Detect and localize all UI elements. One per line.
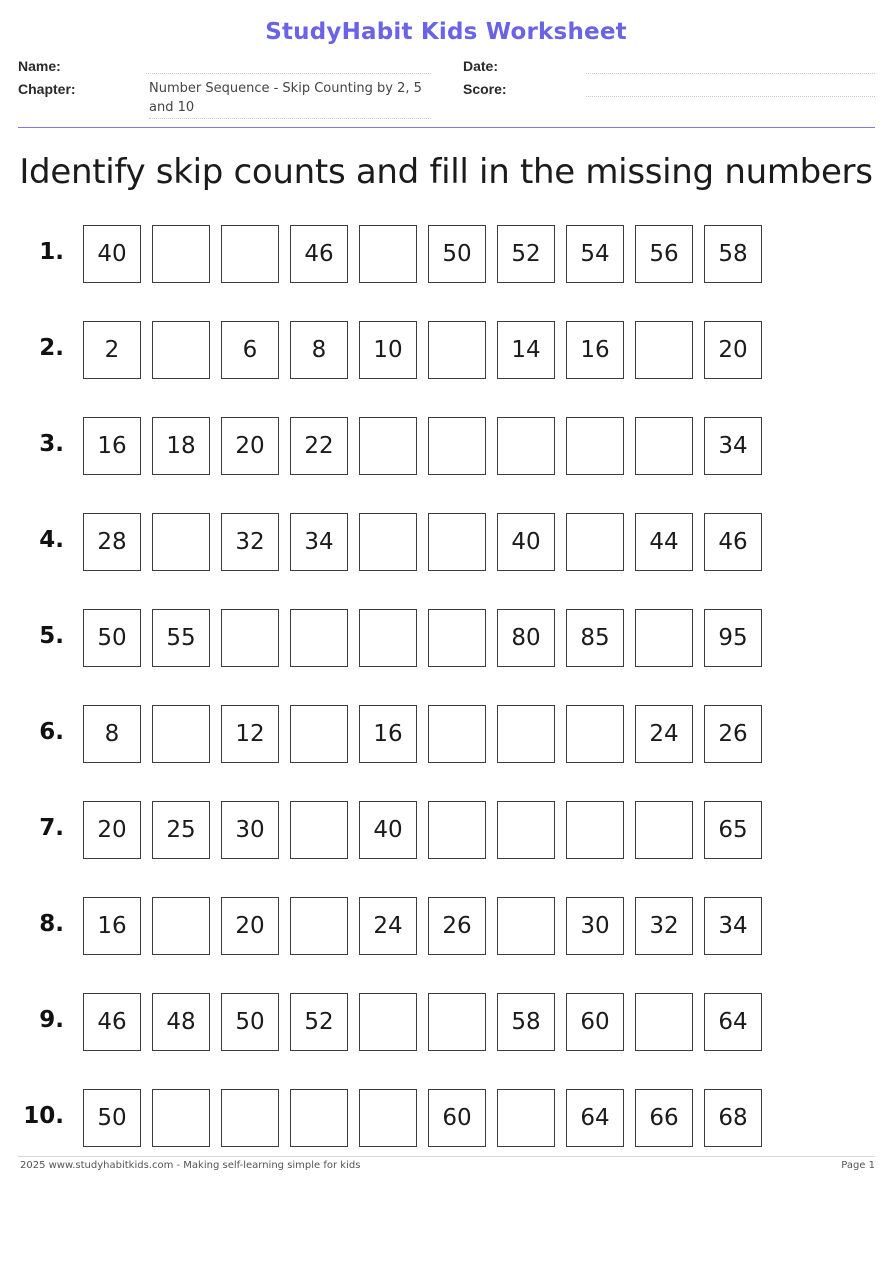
question-number: 8. <box>39 911 64 937</box>
question-number: 2. <box>39 335 64 361</box>
question-number: 9. <box>39 1007 64 1033</box>
given-number-box: 26 <box>704 705 762 763</box>
question-row <box>0 321 892 381</box>
question-number: 4. <box>39 527 64 553</box>
worksheet-brand-title: StudyHabit Kids Worksheet <box>265 19 627 45</box>
answer-box[interactable] <box>497 1089 555 1147</box>
answer-box[interactable] <box>566 705 624 763</box>
given-number-box: 14 <box>497 321 555 379</box>
answer-box[interactable] <box>635 321 693 379</box>
answer-box[interactable] <box>428 321 486 379</box>
date-label: Date: <box>463 58 499 74</box>
given-number-box: 16 <box>359 705 417 763</box>
question-row <box>0 1089 892 1149</box>
question-row <box>0 609 892 669</box>
answer-box[interactable] <box>152 513 210 571</box>
given-number-box: 40 <box>359 801 417 859</box>
given-number-box: 60 <box>428 1089 486 1147</box>
name-line[interactable] <box>146 73 431 74</box>
question-row <box>0 225 892 285</box>
given-number-box: 6 <box>221 321 279 379</box>
question-number: 10. <box>23 1103 64 1129</box>
given-number-box: 44 <box>635 513 693 571</box>
answer-box[interactable] <box>152 1089 210 1147</box>
answer-box[interactable] <box>428 609 486 667</box>
question-row <box>0 417 892 477</box>
given-number-box: 40 <box>83 225 141 283</box>
given-number-box: 10 <box>359 321 417 379</box>
given-number-box: 58 <box>497 993 555 1051</box>
answer-box[interactable] <box>428 513 486 571</box>
chapter-label: Chapter: <box>18 81 76 97</box>
given-number-box: 34 <box>704 417 762 475</box>
question-number: 7. <box>39 815 64 841</box>
given-number-box: 25 <box>152 801 210 859</box>
given-number-box: 28 <box>83 513 141 571</box>
given-number-box: 64 <box>704 993 762 1051</box>
answer-box[interactable] <box>497 801 555 859</box>
answer-box[interactable] <box>290 1089 348 1147</box>
given-number-box: 20 <box>83 801 141 859</box>
answer-box[interactable] <box>221 1089 279 1147</box>
given-number-box: 52 <box>497 225 555 283</box>
answer-box[interactable] <box>152 897 210 955</box>
answer-box[interactable] <box>635 609 693 667</box>
chapter-value: Number Sequence - Skip Counting by 2, 5 and 10 <box>149 79 431 119</box>
given-number-box: 34 <box>704 897 762 955</box>
given-number-box: 64 <box>566 1089 624 1147</box>
question-row <box>0 513 892 573</box>
given-number-box: 30 <box>221 801 279 859</box>
name-label: Name: <box>18 58 61 74</box>
given-number-box: 32 <box>221 513 279 571</box>
given-number-box: 50 <box>83 1089 141 1147</box>
given-number-box: 16 <box>83 417 141 475</box>
answer-box[interactable] <box>635 801 693 859</box>
given-number-box: 20 <box>704 321 762 379</box>
answer-box[interactable] <box>359 225 417 283</box>
given-number-box: 68 <box>704 1089 762 1147</box>
answer-box[interactable] <box>359 417 417 475</box>
answer-box[interactable] <box>290 609 348 667</box>
given-number-box: 48 <box>152 993 210 1051</box>
answer-box[interactable] <box>428 705 486 763</box>
given-number-box: 66 <box>635 1089 693 1147</box>
score-label: Score: <box>463 81 507 97</box>
page-number: Page 1 <box>841 1160 875 1171</box>
given-number-box: 32 <box>635 897 693 955</box>
given-number-box: 20 <box>221 417 279 475</box>
date-line[interactable] <box>586 73 875 74</box>
given-number-box: 95 <box>704 609 762 667</box>
given-number-box: 80 <box>497 609 555 667</box>
answer-box[interactable] <box>635 417 693 475</box>
answer-box[interactable] <box>566 417 624 475</box>
given-number-box: 50 <box>221 993 279 1051</box>
given-number-box: 40 <box>497 513 555 571</box>
given-number-box: 34 <box>290 513 348 571</box>
given-number-box: 20 <box>221 897 279 955</box>
answer-box[interactable] <box>221 609 279 667</box>
given-number-box: 46 <box>704 513 762 571</box>
answer-box[interactable] <box>566 801 624 859</box>
question-number: 5. <box>39 623 64 649</box>
footer-divider <box>18 1156 875 1157</box>
answer-box[interactable] <box>359 609 417 667</box>
answer-box[interactable] <box>635 993 693 1051</box>
given-number-box: 12 <box>221 705 279 763</box>
given-number-box: 46 <box>83 993 141 1051</box>
given-number-box: 50 <box>83 609 141 667</box>
question-number: 6. <box>39 719 64 745</box>
given-number-box: 2 <box>83 321 141 379</box>
question-row <box>0 705 892 765</box>
given-number-box: 16 <box>566 321 624 379</box>
given-number-box: 18 <box>152 417 210 475</box>
given-number-box: 24 <box>359 897 417 955</box>
answer-box[interactable] <box>152 225 210 283</box>
answer-box[interactable] <box>566 513 624 571</box>
answer-box[interactable] <box>221 225 279 283</box>
given-number-box: 55 <box>152 609 210 667</box>
given-number-box: 54 <box>566 225 624 283</box>
question-row <box>0 993 892 1053</box>
answer-box[interactable] <box>359 1089 417 1147</box>
question-number: 1. <box>39 239 64 265</box>
given-number-box: 26 <box>428 897 486 955</box>
given-number-box: 65 <box>704 801 762 859</box>
question-number: 3. <box>39 431 64 457</box>
answer-box[interactable] <box>428 801 486 859</box>
given-number-box: 30 <box>566 897 624 955</box>
answer-box[interactable] <box>428 417 486 475</box>
given-number-box: 8 <box>290 321 348 379</box>
given-number-box: 52 <box>290 993 348 1051</box>
answer-box[interactable] <box>497 897 555 955</box>
answer-box[interactable] <box>428 993 486 1051</box>
given-number-box: 24 <box>635 705 693 763</box>
footer-copyright: 2025 www.studyhabitkids.com - Making self-learning simple for kids <box>20 1160 361 1171</box>
given-number-box: 60 <box>566 993 624 1051</box>
answer-box[interactable] <box>290 705 348 763</box>
given-number-box: 16 <box>83 897 141 955</box>
question-row <box>0 801 892 861</box>
given-number-box: 56 <box>635 225 693 283</box>
answer-box[interactable] <box>290 897 348 955</box>
given-number-box: 8 <box>83 705 141 763</box>
given-number-box: 85 <box>566 609 624 667</box>
given-number-box: 50 <box>428 225 486 283</box>
header-divider <box>18 127 875 128</box>
given-number-box: 58 <box>704 225 762 283</box>
question-row <box>0 897 892 957</box>
answer-box[interactable] <box>152 321 210 379</box>
answer-box[interactable] <box>497 705 555 763</box>
answer-box[interactable] <box>359 513 417 571</box>
answer-box[interactable] <box>290 801 348 859</box>
answer-box[interactable] <box>497 417 555 475</box>
score-line[interactable] <box>586 96 875 97</box>
answer-box[interactable] <box>359 993 417 1051</box>
given-number-box: 22 <box>290 417 348 475</box>
answer-box[interactable] <box>152 705 210 763</box>
given-number-box: 46 <box>290 225 348 283</box>
instruction-heading: Identify skip counts and fill in the missing numbers <box>19 152 873 192</box>
